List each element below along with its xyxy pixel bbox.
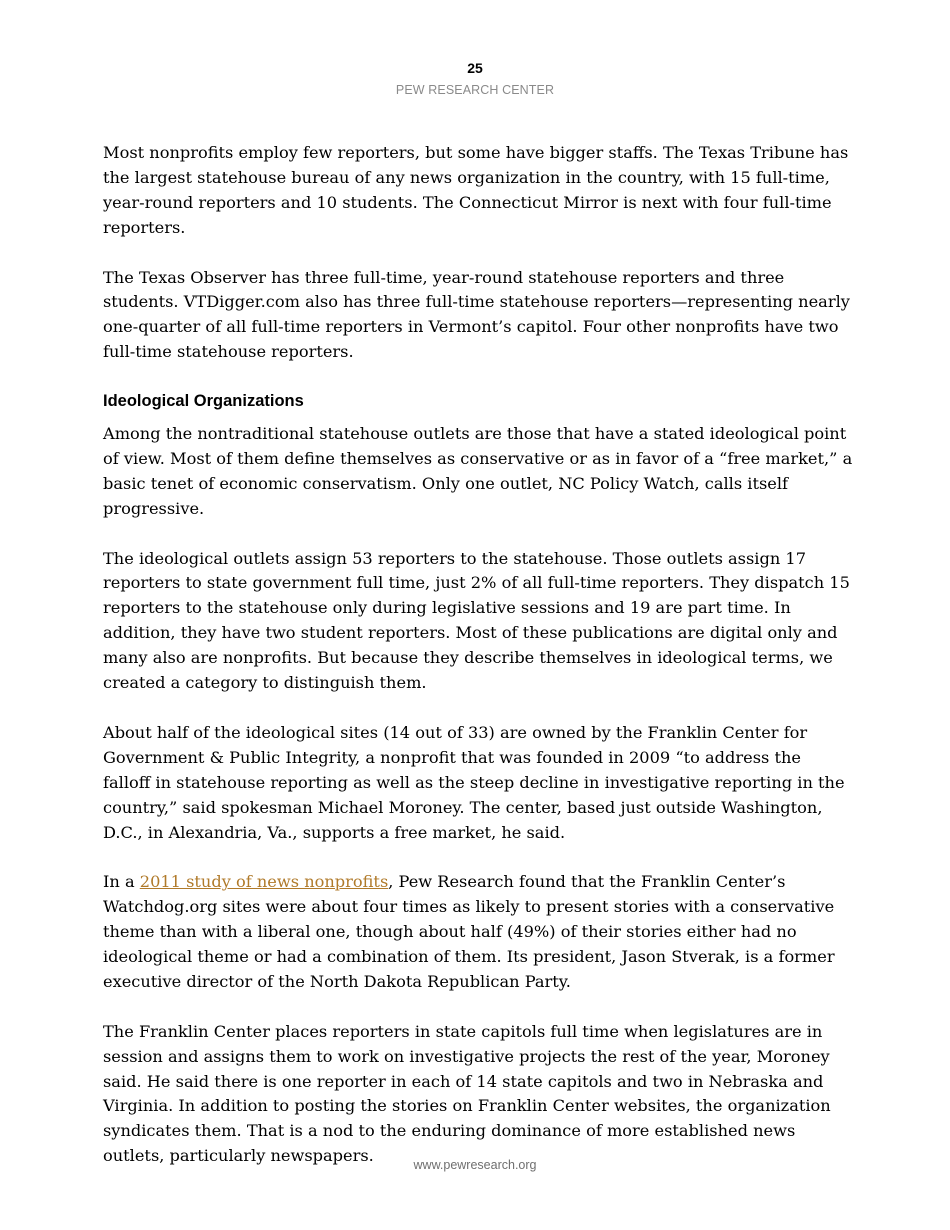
- page-number: 25: [467, 60, 483, 76]
- page-header: [0, 60, 950, 98]
- paragraph-suffix: , Pew Research found that the Franklin Center’s Watchdog.org sites were about four times as likely to present stories with a conservative theme than with a liberal one, though about half (49%) of their stories either had no ideological theme or had a combination of them. Its president, Jason Stverak, is a former executive director of the North Dakota Republican Party.: [103, 872, 835, 991]
- paragraph-reporter-counts: The ideological outlets assign 53 reporters to the statehouse. Those outlets assign 17 reporters to state government full time, just 2% of all full-time reporters. They dispatch 15 reporters to the statehouse only during legislative sessions and 19 are part time. In addition, they have two student reporters. Most of these publications are digital only and many also are nonprofits. But because they describe themselves in ideological terms, we created a category to distinguish them.: [103, 548, 850, 693]
- footer-url: www.pewresearch.org: [413, 1158, 537, 1172]
- paragraph-franklin-center: About half of the ideological sites (14 out of 33) are owned by the Franklin Center for Government & Public Integrity, a nonprofit that was founded in 2009 “to address the falloff in statehouse reporting as well as the steep decline in investigative reporting in the country,” said spokesman Michael Moroney. The center, based just outside Washington, D.C., in Alexandria, Va., supports a free market, he said.: [103, 722, 845, 842]
- paragraph-nonprofit-staffs: Most nonprofits employ few reporters, but some have bigger staffs. The Texas Tribune has the largest statehouse bureau of any news organization in the country, with 15 full-time, year-round reporters and 10 students. The Connecticut Mirror is next with four full-time reporters.: [103, 143, 849, 237]
- paragraph-watchdog-study: [103, 870, 853, 995]
- org-name: PEW RESEARCH CENTER: [395, 83, 555, 97]
- paragraph-ideological-outlets: Among the nontraditional statehouse outlets are those that have a stated ideological point of view. Most of them define themselves as conservative or as in favor of a “free market,” a basic tenet of economic conservatism. Only one outlet, NC Policy Watch, calls itself progressive.: [103, 424, 853, 518]
- paragraph-texas-observer: The Texas Observer has three full-time, year-round statehouse reporters and three students. VTDigger.com also has three full-time statehouse reporters—representing nearly one-quarter of all full-time reporters in Vermont’s capitol. Four other nonprofits have two full-time statehouse reporters.: [103, 267, 850, 362]
- section-heading: Ideological Organizations: [103, 392, 304, 411]
- paragraph-franklin-reporters: The Franklin Center places reporters in state capitols full time when legislatures are in session and assigns them to work on investigative projects the rest of the year, Moroney said. He said there is one reporter in each of 14 state capitols and two in Nebraska and Virginia. In addition to posting the stories on Franklin Center websites, the organization syndicates them. That is a nod to the enduring dominance of more established news outlets, particularly newspapers.: [103, 1021, 831, 1166]
- article-body: [103, 141, 853, 1194]
- study-link[interactable]: 2011 study of news nonprofits: [139, 872, 389, 892]
- paragraph-prefix: In a: [103, 872, 140, 892]
